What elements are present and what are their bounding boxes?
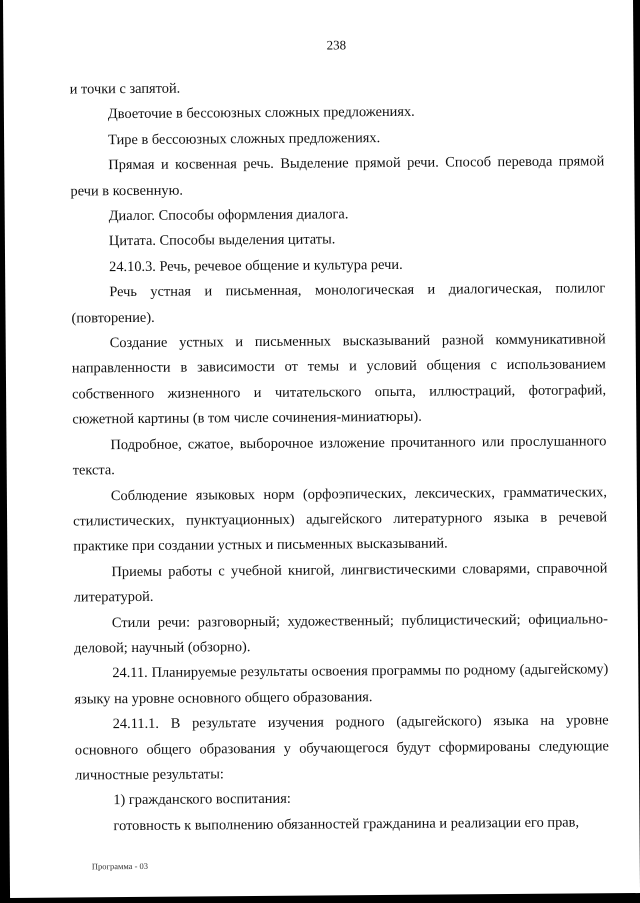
paragraph-12: Приемы работы с учебной книгой, лингвистическими словарями, справочной литературой.	[73, 559, 608, 606]
page-content	[69, 31, 609, 839]
document-page	[3, 0, 640, 898]
paragraph-17: готовность к выполнению обязанностей гражданина и реализации его прав,	[113, 814, 580, 834]
page-number: 238	[326, 37, 347, 53]
paragraph-11: Соблюдение языковых норм (орфоэпических, лексических, грамматических, стилистических, пунктуационных) адыгейского литературного языка в речевой практике при создании устных и письменных высказываний.	[73, 483, 608, 555]
section-heading-24-11: 24.11. Планируемые результаты освоения программы по родному (адыгейскому) языку на уровне основного общего образования.	[74, 661, 609, 708]
section-heading-24-11-1: 24.11.1. В результате изучения родного (адыгейского) языка на уровне основного общего образования у обучающегося будут сформированы следующие личностные результаты:	[74, 712, 609, 784]
paragraph-2: Двоеточие в бессоюзных сложных предложениях.	[107, 104, 415, 123]
page-footer: Программа - 03	[91, 860, 149, 872]
paragraph-9: Создание устных и письменных высказываний разной коммуникативной направленности в зависимости от темы и условий общения с использованием собственного жизненного и читательского опыта, иллюстраций, фотографий, сюжетной картины (в том числе сочинения-миниатюры).	[71, 331, 607, 428]
paragraph-1: и точки с запятой.	[69, 80, 181, 98]
paragraph-4: Прямая и косвенная речь. Выделение прямой речи. Способ перевода прямой речи в косвенную.	[70, 153, 605, 200]
list-item-civic-education: 1) гражданского воспитания:	[113, 791, 291, 809]
paragraph-8: Речь устная и письменная, монологическая и диалогическая, полилог (повторение).	[71, 280, 606, 327]
section-heading-24-10-3: 24.10.3. Речь, речевое общение и культура речи.	[109, 256, 403, 276]
paragraph-6: Цитата. Способы выделения цитаты.	[108, 231, 336, 250]
paragraph-3: Тире в бессоюзных сложных предложениях.	[108, 129, 381, 148]
paragraph-10: Подробное, сжатое, выборочное изложение прочитанного или прослушанного текста.	[72, 432, 607, 479]
paragraph-5: Диалог. Способы оформления диалога.	[108, 206, 349, 225]
paragraph-13: Стили речи: разговорный; художественный; публицистический; официально-деловой; научный (обзорно).	[74, 610, 608, 657]
